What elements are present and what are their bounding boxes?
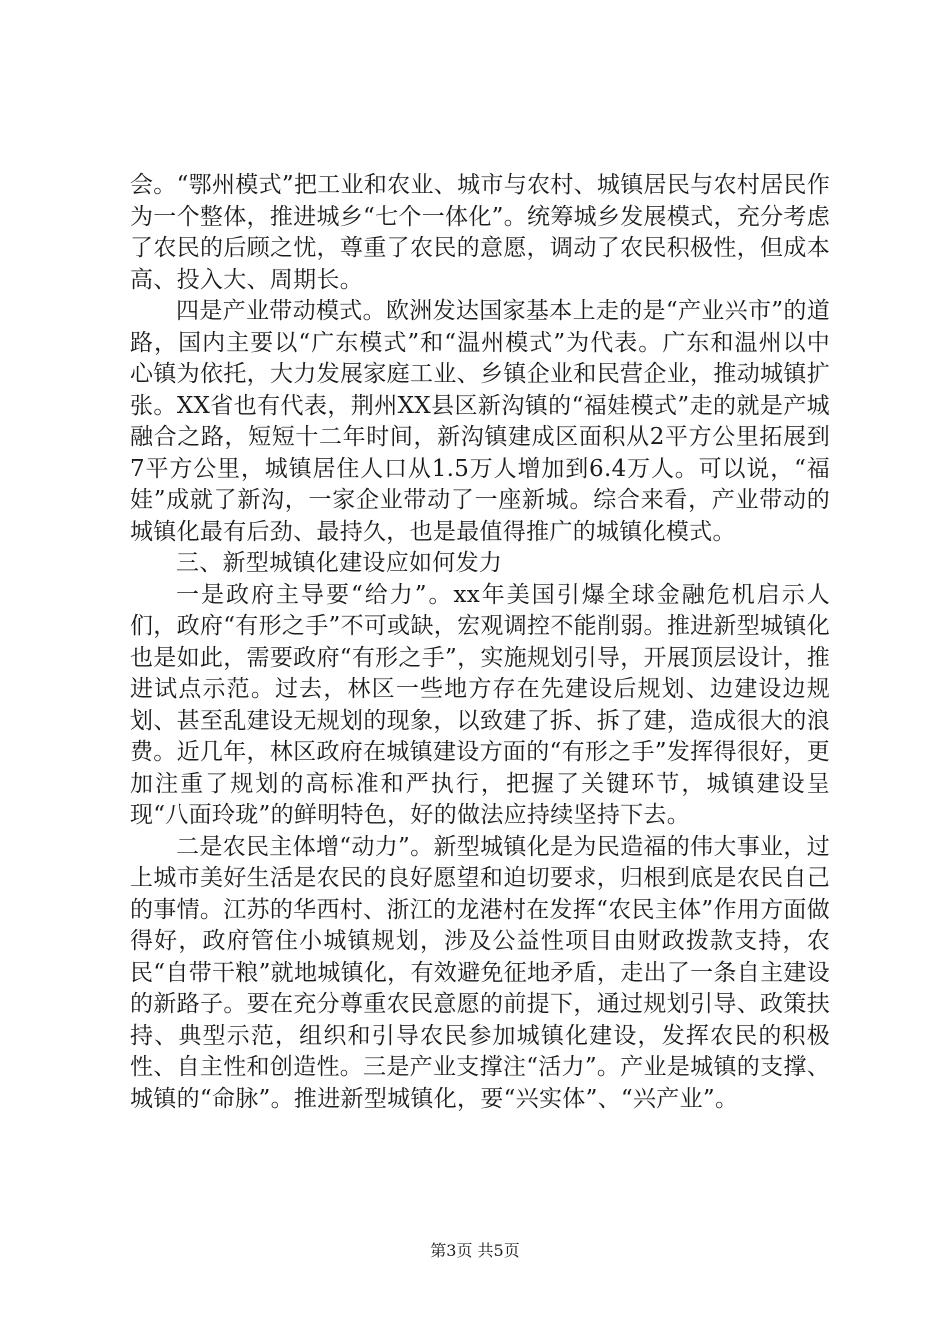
section-heading: 三、新型城镇化建设应如何发力 (176, 550, 503, 576)
paragraph-government-lead: 一是政府主导要“给力”。xx年美国引爆全球金融危机启示人们，政府“有形之手”不可或缺，宏观调控不能削弱。推进新型城镇化也是如此，需要政府“有形之手”，实施规划引导，开展顶层设计，推进试点示范。过去，林区一些地方存在先建设后规划、边建设边规划、甚至乱建设无规划的现象，以致建了拆、拆了建，造成很大的浪费。近几年，林区政府在城镇建设方面的“有形之手”发挥得很好，更加注重了规划的高标准和严执行，把握了关键环节，城镇建设呈现“八面玲珑”的鲜明特色，好的做法应持续坚持下去。 (130, 581, 830, 828)
paragraph-farmer-subject: 二是农民主体增“动力”。新型城镇化是为民造福的伟大事业，过上城市美好生活是农民的良好愿望和迫切要求，归根到底是农民自己的事情。江苏的华西村、浙江的龙港村在发挥“农民主体”作用方面做得好，政府管住小城镇规划，涉及公益性项目由财政拨款支持，农民“自带干粮”就地城镇化，有效避免征地矛盾，走出了一条自主建设的新路子。要在充分尊重农民意愿的前提下，通过规划引导、政策扶持、典型示范，组织和引导农民参加城镇化建设，发挥农民的积极性、自主性和创造性。三是产业支撑注“活力”。产业是城镇的支撑、城镇的“命脉”。推进新型城镇化，要“兴实体”、“兴产业”。 (130, 833, 830, 1112)
document-body (130, 170, 830, 1115)
paragraph-industry-model: 四是产业带动模式。欧洲发达国家基本上走的是“产业兴市”的道路，国内主要以“广东模式”和“温州模式”为代表。广东和温州以中心镇为依托，大力发展家庭工业、乡镇企业和民营企业，推动城镇扩张。XX省也有代表，荆州XX县区新沟镇的“福娃模式”走的就是产城融合之路，短短十二年时间，新沟镇建成区面积从2平方公里拓展到7平方公里，城镇居住人口从1.5万人增加到6.4万人。可以说，“福娃”成就了新沟，一家企业带动了一座新城。综合来看，产业带动的城镇化最有后劲、最持久，也是最值得推广的城镇化模式。 (130, 298, 830, 545)
page-number-footer: 第3页 共5页 (430, 1241, 520, 1260)
paragraph-continuation: 会。“鄂州模式”把工业和农业、城市与农村、城镇居民与农村居民作为一个整体，推进城乡“七个一体化”。统筹城乡发展模式，充分考虑了农民的后顾之忧，尊重了农民的意愿，调动了农民积极性，但成本高、投入大、周期长。 (130, 172, 830, 293)
